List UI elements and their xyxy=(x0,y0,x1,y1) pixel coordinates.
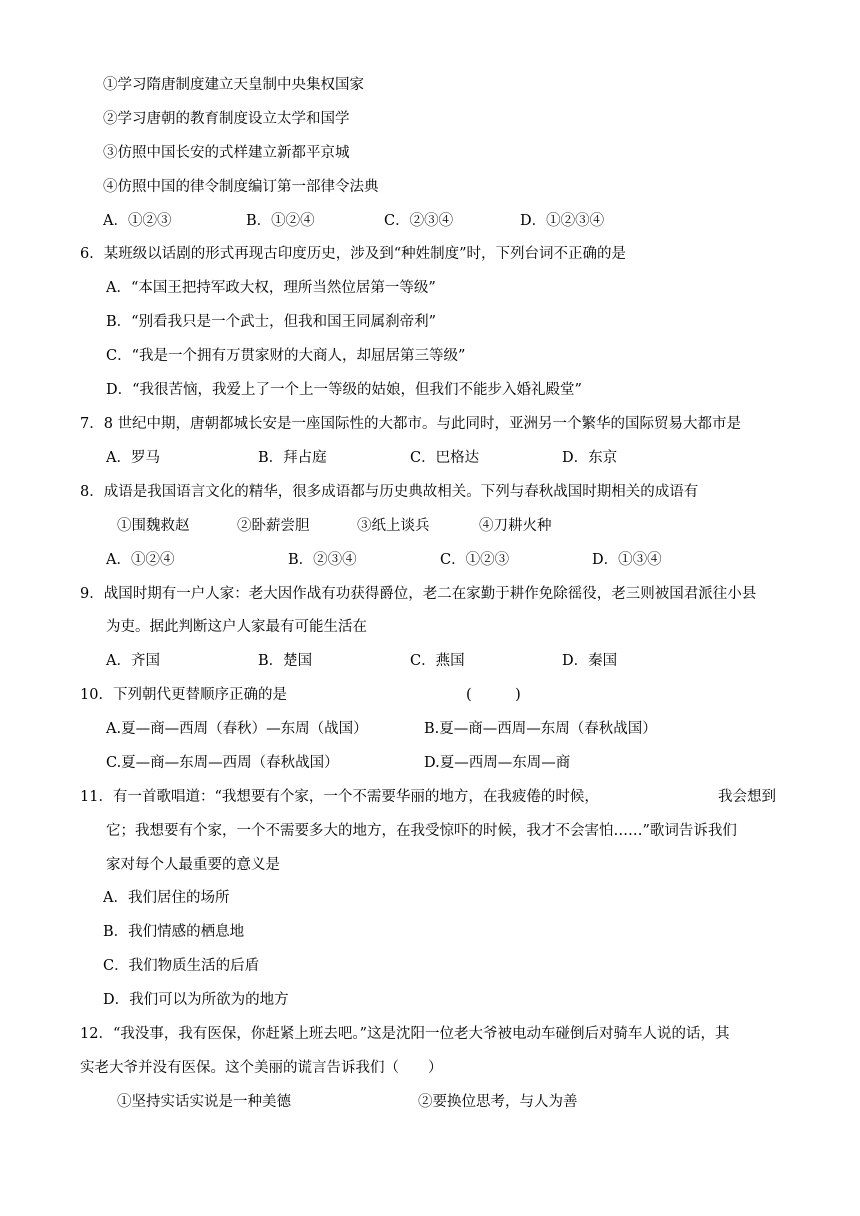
q10-option-b: B.夏—商—西周—东周（春秋战国） xyxy=(424,721,657,737)
q11-option-d: D．我们可以为所欲为的地方 xyxy=(103,992,289,1008)
q12-item-2: ②要换位思考，与人为善 xyxy=(418,1094,578,1110)
q8-item-2: ②卧薪尝胆 xyxy=(237,518,310,534)
q8-item-3: ③纸上谈兵 xyxy=(357,518,430,534)
q10-answer-paren: ( ) xyxy=(466,687,521,703)
q6-option-b: B．“别看我只是一个武士，但我和国王同属刹帝利” xyxy=(106,314,436,330)
q7-option-c: C．巴格达 xyxy=(410,450,480,466)
q7-option-a: A．罗马 xyxy=(106,450,160,466)
q5-item-3: ③仿照中国长安的式样建立新都平京城 xyxy=(103,145,350,161)
q6-option-a: A．“本国王把持军政大权，理所当然位居第一等级” xyxy=(106,280,436,296)
q9-option-d: D．秦国 xyxy=(562,653,618,669)
q10-option-d: D.夏—西周—东周—商 xyxy=(424,755,571,771)
q8-item-1: ①围魏救赵 xyxy=(117,518,190,534)
q9-option-a: A．齐国 xyxy=(106,653,160,669)
q8-option-d: D．①③④ xyxy=(592,552,662,568)
q11-stem-line-3: 家对每个人最重要的意义是 xyxy=(106,857,280,873)
q6-option-d: D．“我很苦恼，我爱上了一个上一等级的姑娘，但我们不能步入婚礼殿堂” xyxy=(106,382,582,398)
q12-item-1: ①坚持实话实说是一种美德 xyxy=(117,1094,291,1110)
q7-option-b: B．拜占庭 xyxy=(258,450,327,466)
q11-option-c: C．我们物质生活的后盾 xyxy=(103,958,260,974)
q11-stem-line-1: 11．有一首歌唱道：“我想要有个家，一个不需要华丽的地方，在我疲倦的时候， xyxy=(80,789,599,805)
q5-option-c: C．②③④ xyxy=(384,213,454,229)
q5-item-4: ④仿照中国的律令制度编订第一部律令法典 xyxy=(103,179,379,195)
q12-stem-line-1: 12．“我没事，我有医保，你赶紧上班去吧。”这是沈阳一位老大爷被电动车碰倒后对骑车人说的话，其 xyxy=(80,1026,730,1042)
q8-stem: 8．成语是我国语言文化的精华，很多成语都与历史典故相关。下列与春秋战国时期相关的成语有 xyxy=(80,484,699,500)
q11-option-b: B．我们情感的栖息地 xyxy=(103,924,245,940)
q10-stem: 10．下列朝代更替顺序正确的是 xyxy=(80,687,287,703)
q8-option-c: C．①②③ xyxy=(440,552,510,568)
q11-stem-line-1-end: 我会想到 xyxy=(718,789,776,805)
q10-option-a: A.夏—商—西周（春秋）—东周（战国） xyxy=(106,721,368,737)
q8-option-b: B．②③④ xyxy=(288,552,357,568)
q9-option-c: C．燕国 xyxy=(410,653,465,669)
q5-option-d: D．①②③④ xyxy=(520,213,605,229)
q8-option-a: A．①②④ xyxy=(106,552,175,568)
q11-option-a: A．我们居住的场所 xyxy=(103,890,230,906)
q5-option-a: A．①②③ xyxy=(103,213,172,229)
q5-option-b: B．①②④ xyxy=(246,213,315,229)
q8-item-4: ④刀耕火种 xyxy=(479,518,552,534)
q9-stem-line-1: 9．战国时期有一户人家：老大因作战有功获得爵位，老二在家勤于耕作免除徭役，老三则被国君派往小县 xyxy=(80,586,757,602)
q9-stem-line-2: 为吏。据此判断这户人家最有可能生活在 xyxy=(106,619,367,635)
q10-option-c: C.夏—商—东周—西周（春秋战国） xyxy=(106,755,339,771)
q9-option-b: B．楚国 xyxy=(258,653,313,669)
q7-stem: 7．8 世纪中期，唐朝都城长安是一座国际性的大都市。与此同时，亚洲另一个繁华的国际贸易大都市是 xyxy=(80,416,742,432)
q11-stem-line-2: 它；我想要有个家，一个不需要多大的地方，在我受惊吓的时候，我才不会害怕……”歌词告诉我们 xyxy=(106,823,737,839)
q6-stem: 6．某班级以话剧的形式再现古印度历史，涉及到“种姓制度”时，下列台词不正确的是 xyxy=(80,246,627,262)
q7-option-d: D．东京 xyxy=(562,450,618,466)
q6-option-c: C．“我是一个拥有万贯家财的大商人，却屈居第三等级” xyxy=(106,348,466,364)
q5-item-2: ②学习唐朝的教育制度设立太学和国学 xyxy=(103,111,350,127)
q5-item-1: ①学习隋唐制度建立天皇制中央集权国家 xyxy=(103,77,364,93)
q12-stem-line-2: 实老大爷并没有医保。这个美丽的谎言告诉我们（ ） xyxy=(80,1060,443,1076)
